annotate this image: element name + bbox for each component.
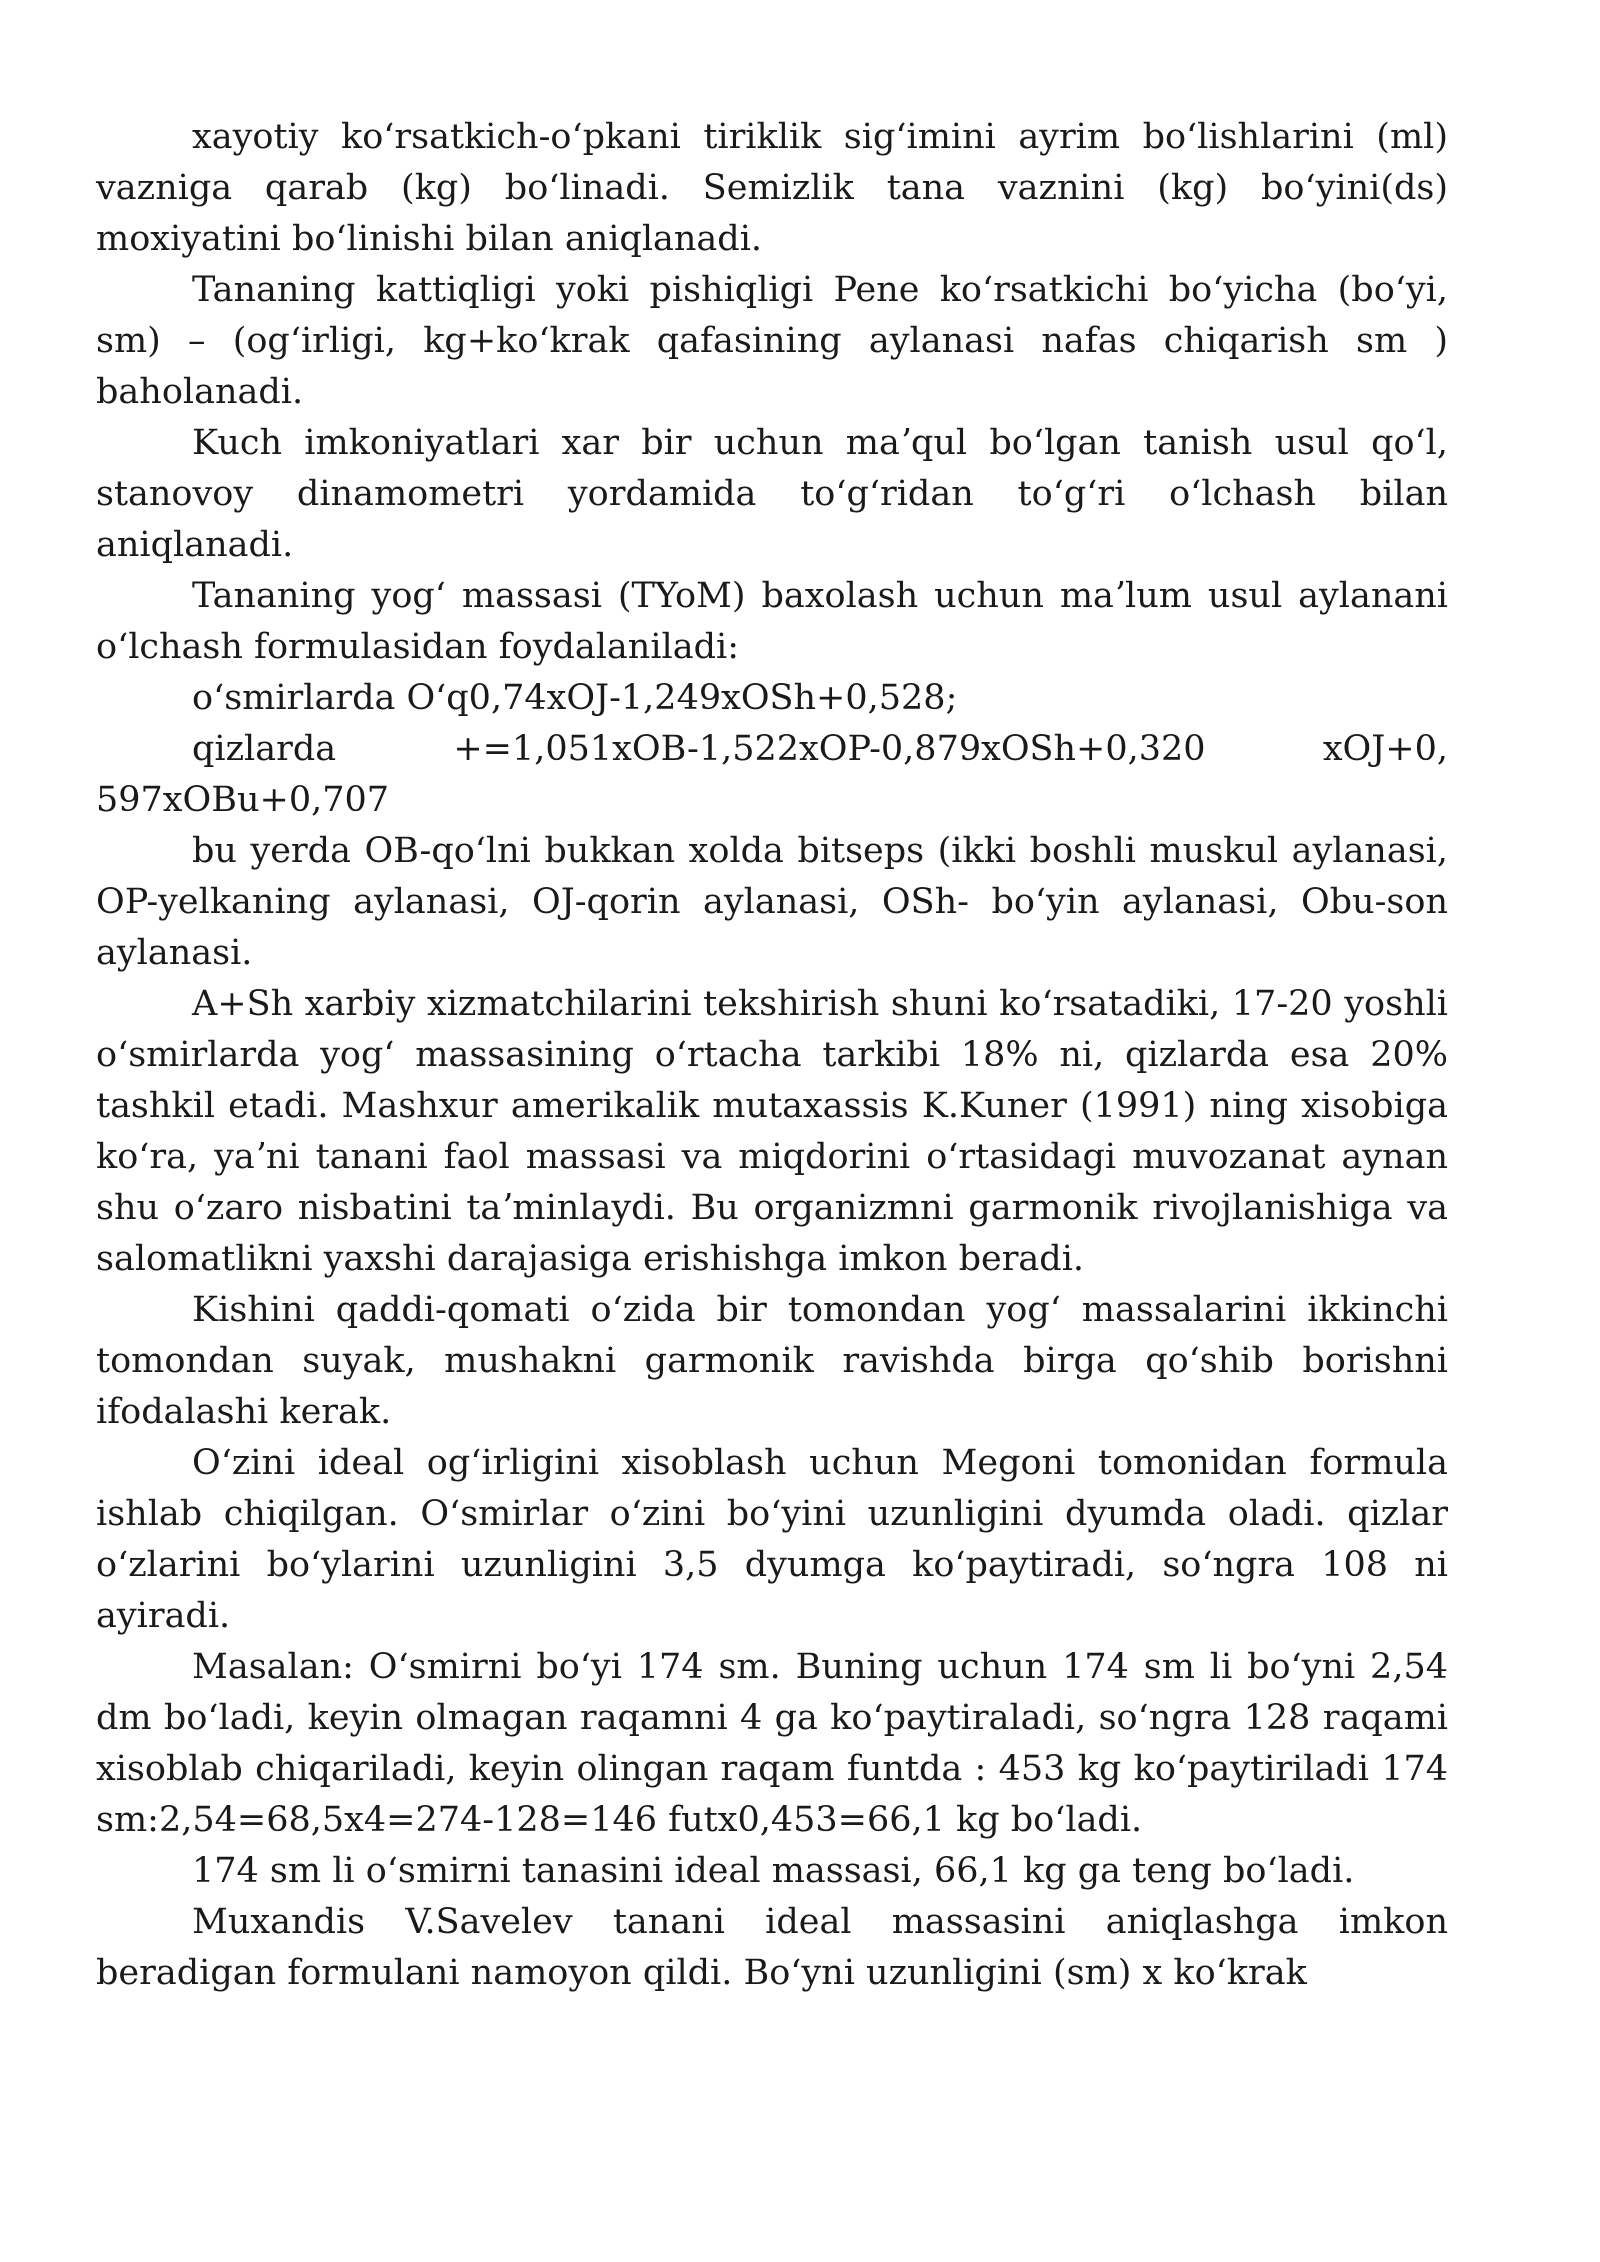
paragraph-strength: Kuch imkoniyatlari xar bir uchun maʼqul boʻlgan tanish usul qoʻl, stanovoy dinamometri yordamida toʻgʻridan toʻgʻri oʻlchash bilan aniqlanadi. bbox=[96, 423, 1448, 565]
paragraph-ideal-weight: Oʻzini ideal ogʻirligini xisoblash uchun Megoni tomonidan formula ishlab chiqilgan. Oʻsmirlar oʻzini boʻyini uzunligini dyumda oladi. qizlar oʻzlarini boʻylarini uzunligini 3,5 dyumga koʻpaytiradi, soʻngra 108 ni ayiradi. bbox=[96, 1443, 1448, 1636]
paragraph-example: Masalan: Oʻsmirni boʻyi 174 sm. Buning uchun 174 sm li boʻyni 2,54 dm boʻladi, keyin olmagan raqamni 4 ga koʻpaytiraladi, soʻngra 128 raqami xisoblab chiqariladi, keyin olingan raqam funtda : 453 kg koʻpaytiriladi 174 sm:2,54=68,5x4=274-128=146 futx0,453=66,1 kg boʻladi. bbox=[96, 1647, 1448, 1840]
paragraph-vital-capacity: xayotiy koʻrsatkich-oʻpkani tiriklik sigʻimini ayrim boʻlishlarini (ml) vazniga qarab (kg) boʻlinadi. Semizlik tana vaznini (kg) boʻyini(ds) moxiyatini boʻlinishi bilan aniqlanadi. bbox=[96, 117, 1448, 259]
formula-girls: qizlarda +=1,051xOB-1,522xOP-0,879xOSh+0,320 xOJ+0, 597xOBu+0,707 bbox=[96, 729, 1448, 820]
paragraph-fat-mass-intro: Tananing yogʻ massasi (TYoM) baxolash uchun maʼlum usul aylanani oʻlchash formulasidan foydalaniladi: bbox=[96, 576, 1448, 667]
paragraph-formula-legend: bu yerda OB-qoʻlni bukkan xolda bitseps (ikki boshli muskul aylanasi, OP-yelkaning aylanasi, OJ-qorin aylanasi, OSh- boʻyin aylanasi, Obu-son aylanasi. bbox=[96, 831, 1448, 973]
paragraph-pene-index: Tananing kattiqligi yoki pishiqligi Pene koʻrsatkichi boʻyicha (boʻyi, sm) – (ogʻirligi, kg+koʻkrak qafasining aylanasi nafas chiqarish sm ) baholanadi. bbox=[96, 270, 1448, 412]
paragraph-military-study: A+Sh xarbiy xizmatchilarini tekshirish shuni koʻrsatadiki, 17-20 yoshli oʻsmirlarda yogʻ massasining oʻrtacha tarkibi 18% ni, qizlarda esa 20% tashkil etadi. Mashxur amerikalik mutaxassis K.Kuner (1991) ning xisobiga koʻra, yaʼni tanani faol massasi va miqdorini oʻrtasidagi muvozanat aynan shu oʻzaro nisbatini taʼminlaydi. Bu organizmni garmonik rivojlanishiga va salomatlikni yaxshi darajasiga erishishga imkon beradi. bbox=[96, 984, 1448, 1279]
paragraph-savelev: Muxandis V.Savelev tanani ideal massasini aniqlashga imkon beradigan formulani namoyon qildi. Boʻyni uzunligini (sm) x koʻkrak bbox=[96, 1902, 1448, 1993]
formula-boys: oʻsmirlarda Oʻq0,74xOJ-1,249xOSh+0,528; bbox=[192, 678, 958, 718]
paragraph-example-result: 174 sm li oʻsmirni tanasini ideal massasi, 66,1 kg ga teng boʻladi. bbox=[192, 1851, 1355, 1891]
document-page bbox=[96, 112, 1448, 1999]
paragraph-posture: Kishini qaddi-qomati oʻzida bir tomondan yogʻ massalarini ikkinchi tomondan suyak, mushakni garmonik ravishda birga qoʻshib borishni ifodalashi kerak. bbox=[96, 1290, 1448, 1432]
